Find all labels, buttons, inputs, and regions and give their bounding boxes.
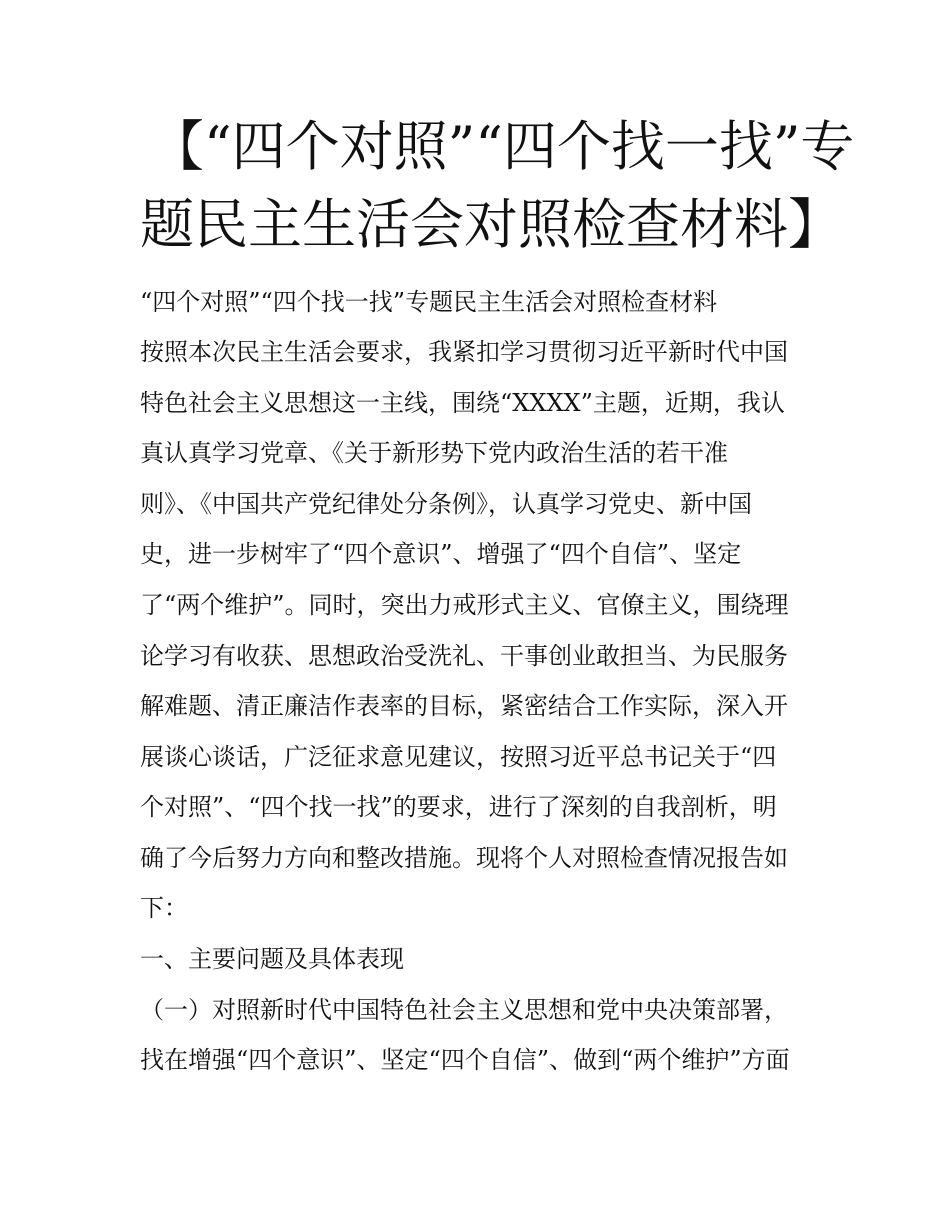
body-line: 真认真学习党章、《关于新形势下党内政治生活的若干准 [140, 439, 728, 467]
body-line: 个对照”、“四个找一找”的要求，进行了深刻的自我剖析，明 [140, 793, 777, 821]
body-line: 则》、《中国共产党纪律处分条例》，认真学习党史、新中国 [140, 490, 752, 518]
body-line: 特色社会主义思想这一主线，围绕“XXXX”主题，近期，我认 [140, 389, 785, 417]
body-line: 解难题、清正廉洁作表率的目标，紧密结合工作实际，深入开 [140, 692, 788, 720]
subtitle-line: “四个对照”“四个找一找”专题民主生活会对照检查材料 [140, 288, 718, 316]
body-line: 了“两个维护”。同时，突出力戒形式主义、官僚主义，围绕理 [140, 591, 789, 619]
body-line: 确了今后努力方向和整改措施。现将个人对照检查情况报告如 [140, 844, 788, 872]
section-heading: 一、主要问题及具体表现 [140, 945, 404, 973]
body-line: 按照本次民主生活会要求，我紧扣学习贯彻习近平新时代中国 [140, 338, 788, 366]
body-line: 找在增强“四个意识”、坚定“四个自信”、做到“两个维护”方面 [140, 1046, 790, 1074]
body-line: 展谈心谈话，广泛征求意见建议，按照习近平总书记关于“四 [140, 743, 777, 771]
body-line: 论学习有收获、思想政治受洗礼、干事创业敢担当、为民服务 [140, 642, 788, 670]
document-title-line-1: 【“四个对照”“四个找一找”专 [150, 115, 855, 178]
subsection-heading: （一）对照新时代中国特色社会主义思想和党中央决策部署， [140, 996, 788, 1024]
body-line: 下： [140, 894, 188, 922]
document-title-line-2: 题民主生活会对照检查材料】 [140, 193, 842, 256]
body-line: 史，进一步树牢了“四个意识”、增强了“四个自信”、坚定 [140, 540, 742, 568]
